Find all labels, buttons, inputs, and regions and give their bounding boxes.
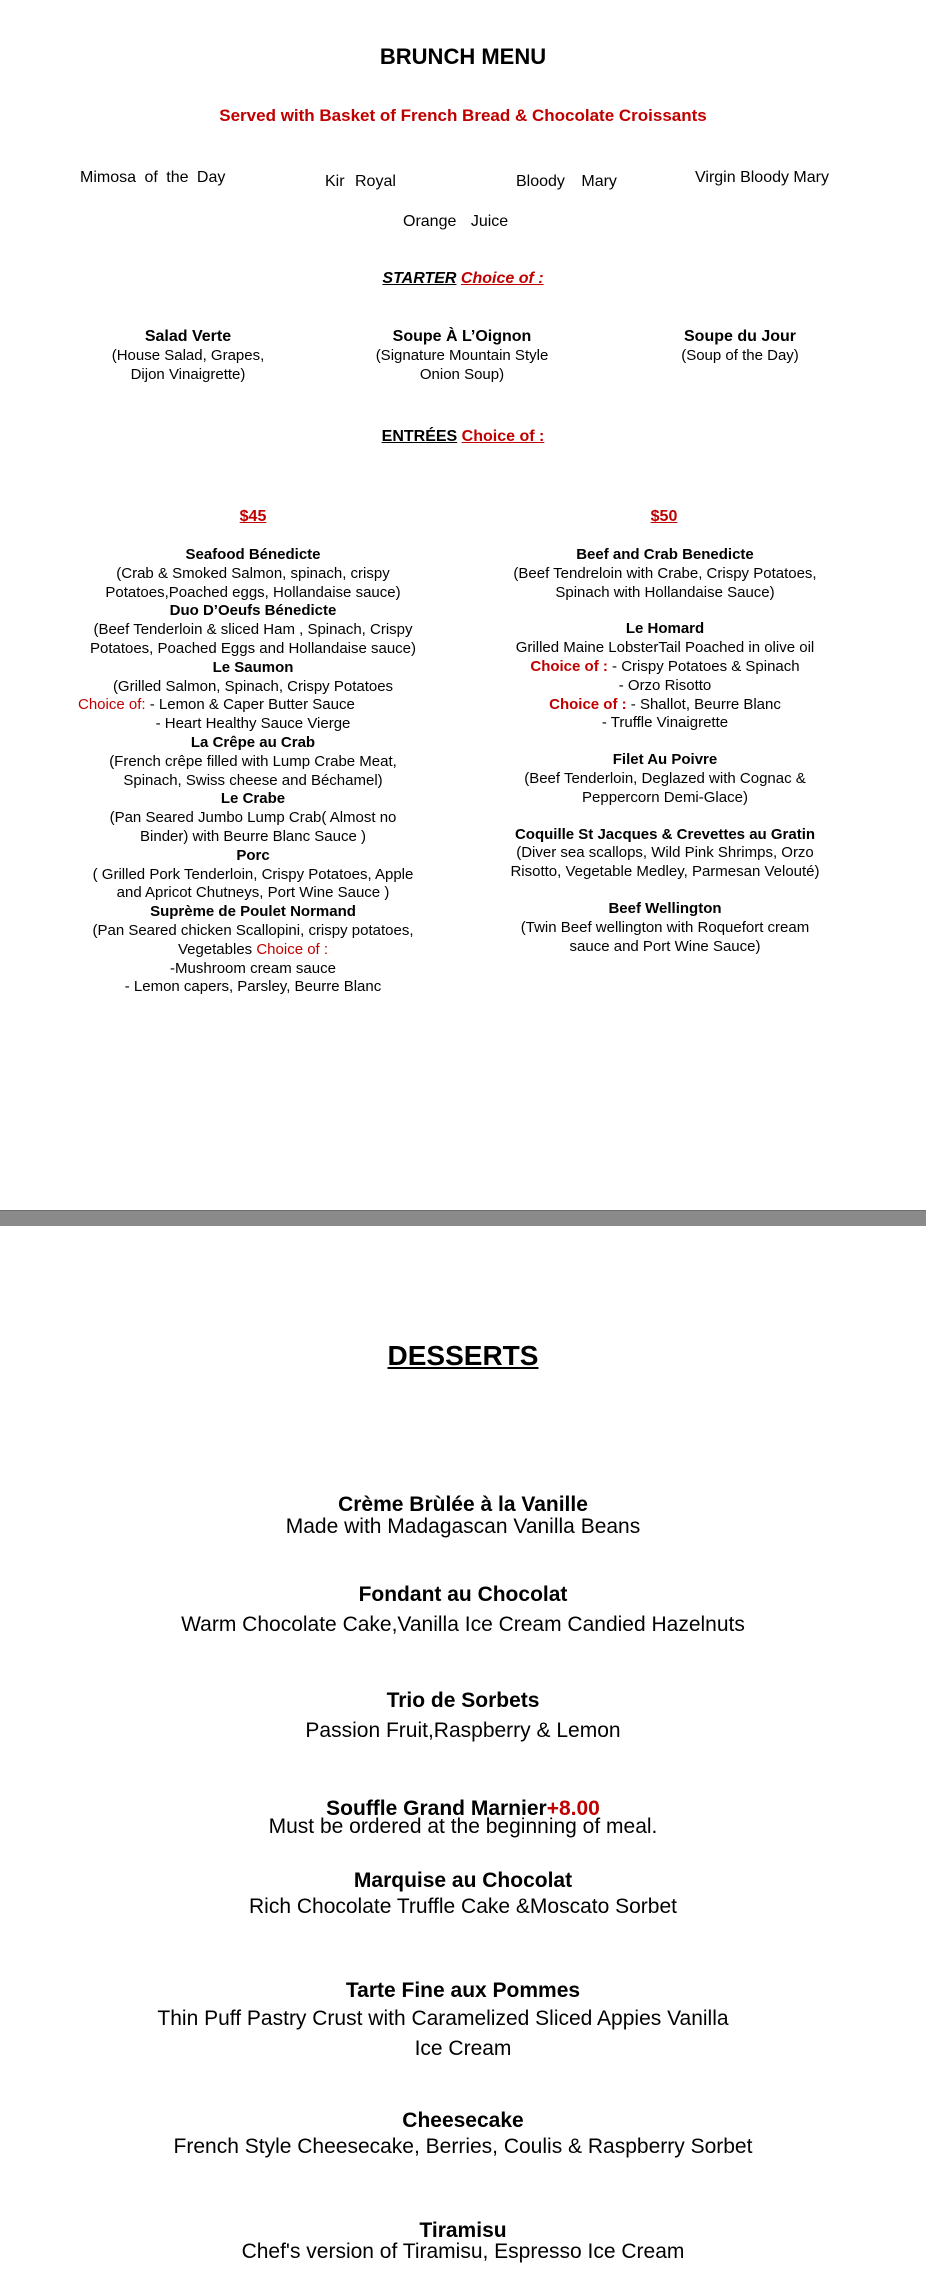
entree-supreme-poulet: Suprème de Poulet Normand — [150, 903, 356, 921]
entree-le-saumon: Le Saumon — [212, 658, 294, 676]
entree-filet-au-poivre: Filet Au Poivre — [612, 751, 718, 769]
entree-beef-wellington: Beef Wellington — [608, 899, 722, 917]
starter-heading: STARTER Choice of : — [382, 270, 544, 287]
dessert-marquise: Marquise au Chocolat Rich Chocolate Truffle Cake &Moscato Sorbet — [249, 1869, 677, 1918]
entrees-left-column: Seafood Bénedicte (Crab & Smoked Salmon, spinach, crispy Potatoes,Poached eggs, Hollandaise sauce) Duo D’Oeufs Bénedicte (Beef Tenderloin & sliced Ham , Spinach, Crispy Potatoes, Poached Eggs and Hollandaise sauce) Le Saumon (Grilled Salmon, Spinach, Crispy Potatoes Choice of: - Lemon & Caper Butter Sauce - Heart Healthy Sauce Vierge La Crêpe au Crab (French crêpe filled with Lump Crabe Meat, Spinach, Swiss cheese and Béchamel) Le Crabe (Pan Seared Jumbo Lump Crab( Almost no Binder) with Beurre Blanc Sauce ) Porc ( Grilled Pork Tenderloin, Crispy Potatoes, Apple and Apricot Chutneys, Port Wine Sauce ) Suprème de Poulet Normand (Pan Seared chicken Scallopini, crispy potatoes, Vegetables Choice of : -Mushroom cream sauce - Lemon capers, Parsley, Beurre Blanc — [78, 546, 417, 996]
entree-le-crabe: Le Crabe — [220, 790, 286, 808]
desserts-page — [0, 1226, 926, 2295]
dessert-cheesecake: Cheesecake French Style Cheesecake, Berries, Coulis & Raspberry Sorbet — [173, 2109, 753, 2158]
drink-virgin-bloody-mary: Virgin Bloody Mary — [695, 169, 829, 186]
entree-duo-oeufs: Duo D’Oeufs Bénedicte — [169, 602, 337, 620]
drink-kir-royal: Kir Royal — [325, 173, 396, 190]
dessert-souffle: Souffle Grand Marnier+8.00 Must be ordered at the beginning of meal. — [268, 1797, 658, 1838]
entree-porc: Porc — [236, 846, 270, 864]
right-price: $50 — [650, 508, 678, 525]
menu-subtitle: Served with Basket of French Bread & Chocolate Croissants — [219, 106, 707, 125]
drink-mimosa: Mimosa of the Day — [80, 169, 226, 186]
entree-beef-crab-benedicte: Beef and Crab Benedicte — [576, 546, 754, 563]
dessert-tiramisu: Tiramisu Chef's version of Tiramisu, Espresso Ice Cream — [241, 2219, 685, 2263]
desserts-title: DESSERTS — [387, 1340, 539, 1371]
menu-title: BRUNCH MENU — [379, 44, 547, 69]
drink-orange-juice: Orange Juice — [403, 213, 509, 230]
dessert-tarte-fine: Tarte Fine aux Pommes Thin Puff Pastry Crust with Caramelized Sliced Appies Vanilla Ice Cream — [157, 1979, 729, 2060]
dessert-trio-sorbets: Trio de Sorbets Passion Fruit,Raspberry & Lemon — [305, 1689, 621, 1742]
entree-seafood-benedicte: Seafood Bénedicte — [185, 546, 321, 563]
souffle-price: +8.00 — [546, 1797, 600, 1820]
drink-bloody-mary: Bloody Mary — [516, 173, 617, 190]
starter-soupe-du-jour: Soupe du Jour (Soup of the Day) — [681, 328, 799, 364]
entree-crepe-au-crab: La Crêpe au Crab — [190, 733, 316, 751]
starter-salad-verte: Salad Verte (House Salad, Grapes, Dijon Vinaigrette) — [111, 328, 265, 383]
entree-le-homard: Le Homard — [625, 620, 705, 638]
dessert-creme-brulee: Crème Brùlée à la Vanille Made with Madagascan Vanilla Beans — [285, 1493, 641, 1538]
page-separator — [0, 1210, 926, 1227]
starter-soupe-oignon: Soupe À L’Oignon (Signature Mountain Style Onion Soup) — [375, 328, 549, 383]
dessert-fondant-chocolat: Fondant au Chocolat Warm Chocolate Cake,Vanilla Ice Cream Candied Hazelnuts — [181, 1583, 745, 1636]
entrees-right-column: Beef and Crab Benedicte (Beef Tendreloin with Crabe, Crispy Potatoes, Spinach with Hollandaise Sauce) Le Homard Grilled Maine LobsterTail Poached in olive oil Choice of : - Crispy Potatoes & Spinach - Orzo Risotto Choice of : - Shallot, Beurre Blanc - Truffle Vinaigrette Filet Au Poivre (Beef Tenderloin, Deglazed with Cognac & Peppercorn Demi-Glace) Coquille St Jacques & Crevettes au Gratin (Diver sea scallops, Wild Pink Shrimps, Orzo Risotto, Vegetable Medley, Parmesan Velouté) Beef Wellington (Twin Beef wellington with Roquefort cream sauce and Port Wine Sauce) — [510, 546, 820, 955]
entree-coquille-st-jacques: Coquille St Jacques & Crevettes au Gratin — [514, 825, 816, 843]
entrees-heading: ENTRÉES Choice of : — [381, 428, 545, 445]
left-price: $45 — [239, 508, 267, 525]
